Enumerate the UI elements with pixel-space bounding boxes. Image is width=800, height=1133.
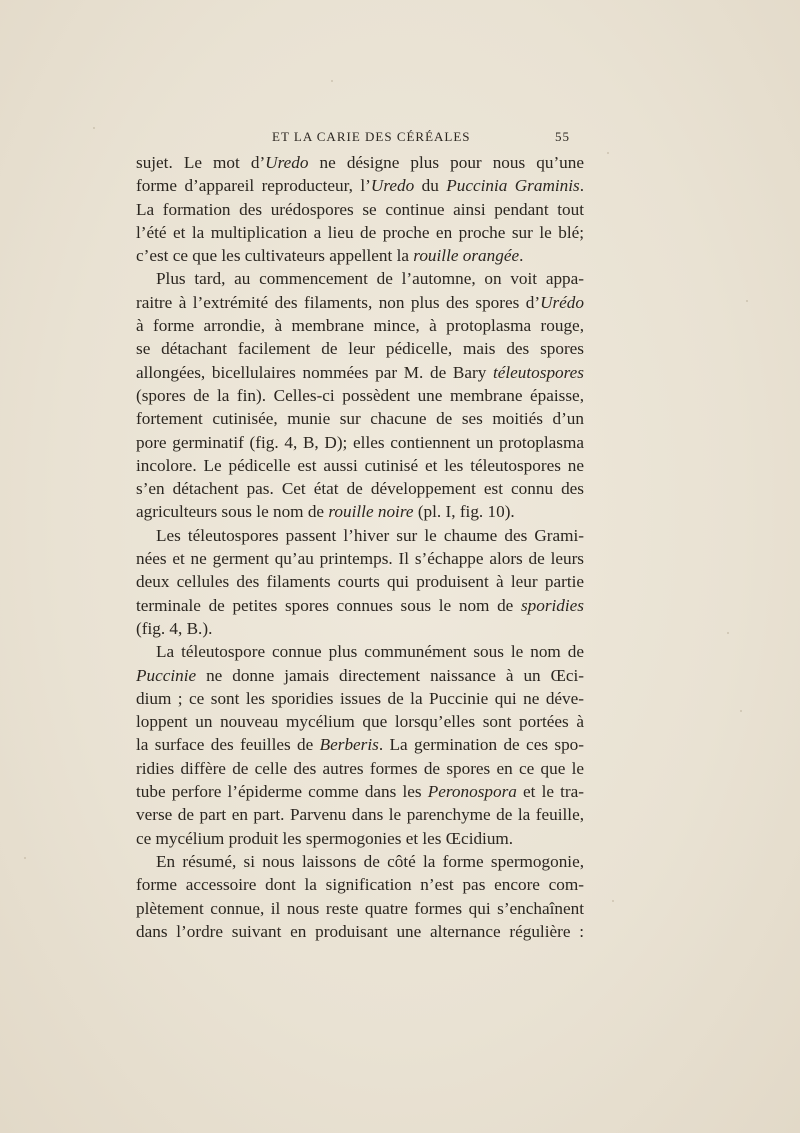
text-line: allongées, bicellulaires nommées par M. de Bary téleutospores [136,362,584,382]
text-line: ce mycélium produit les spermogonies et les Œcidium. [136,828,514,848]
text-line: s’en détachent pas. Cet état de développement est connu des [136,479,584,499]
paragraph-start-line: Les téleutospores passent l’hiver sur le chaume des Grami- [156,525,584,545]
text-line: dium ; ce sont les sporidies issues de la Puccinie qui ne déve- [136,688,584,708]
text-line: sujet. Le mot d’Uredo ne désigne plus pour nous qu’une [136,153,584,172]
text-line: forme accessoire dont la signification n’est pas encore com- [136,875,584,895]
text-line: (fig. 4, B.). [136,618,213,638]
text-line: plètement connue, il nous reste quatre formes qui s’enchaînent [136,898,584,918]
text-line: la surface des feuilles de Berberis. La germination de ces spo- [136,735,584,755]
text-line: Puccinie ne donne jamais directement naissance à un Œci- [136,665,584,685]
text-line: agriculteurs sous le nom de rouille noire (pl. I, fig. 10). [136,502,515,522]
text-line: terminale de petites spores connues sous le nom de sporidies [136,595,584,615]
text-line: c’est ce que les cultivateurs appellent la rouille orangée. [136,246,524,266]
text-line: se détachant facilement de leur pédicelle, mais des spores [136,339,584,359]
text-line: à forme arrondie, à membrane mince, à protoplasma rouge, [136,316,584,336]
text-line: fortement cutinisée, munie sur chacune de ses moitiés d’un [136,409,584,429]
text-line: ridies diffère de celle des autres formes de spores en ce que le [136,758,584,778]
paper-speck [612,900,614,902]
paper-speck [24,857,26,859]
page-header [136,129,570,149]
paper-speck [746,300,748,302]
page-number: 55 [555,129,570,144]
text-line: incolore. Le pédicelle est aussi cutinisé et les téleutospores ne [136,455,584,475]
body-text [136,151,584,943]
text-line: (spores de la fin). Celles-ci possèdent une membrane épaisse, [136,385,584,405]
text-line: loppent un nouveau mycélium que lorsqu’elles sont portées à [136,712,584,732]
text-line: pore germinatif (fig. 4, B, D); elles contiennent un protoplasma [136,432,584,452]
paper-speck [740,710,742,712]
paragraph-start-line: En résumé, si nous laissons de côté la forme spermogonie, [156,851,584,871]
text-line: dans l’ordre suivant en produisant une alternance régulière : [136,921,584,941]
paper-speck [331,80,333,82]
text-line: forme d’appareil reproducteur, l’Uredo du Puccinia Graminis. [136,176,584,196]
running-head: ET LA CARIE DES CÉRÉALES [272,129,471,144]
text-line: l’été et la multiplication a lieu de proche en proche sur le blé; [136,222,584,242]
paper-speck [93,127,95,129]
text-line: verse de part en part. Parvenu dans le parenchyme de la feuille, [136,805,584,825]
text-line: deux cellules des filaments courts qui produisent à leur partie [136,572,584,592]
text-line: La formation des urédospores se continue ainsi pendant tout [136,199,584,219]
text-line: tube perfore l’épiderme comme dans les Peronospora et le tra- [136,782,584,802]
text-line: nées et ne germent qu’au printemps. Il s’échappe alors de leurs [136,549,584,569]
paragraph-start-line: La téleutospore connue plus communément sous le nom de [156,642,584,662]
paper-speck [727,632,729,634]
paper-speck [607,152,609,154]
paragraph-start-line: Plus tard, au commencement de l’automne, on voit appa- [156,269,584,289]
text-line: raitre à l’extrémité des filaments, non plus des spores d’Urédo [136,292,584,312]
